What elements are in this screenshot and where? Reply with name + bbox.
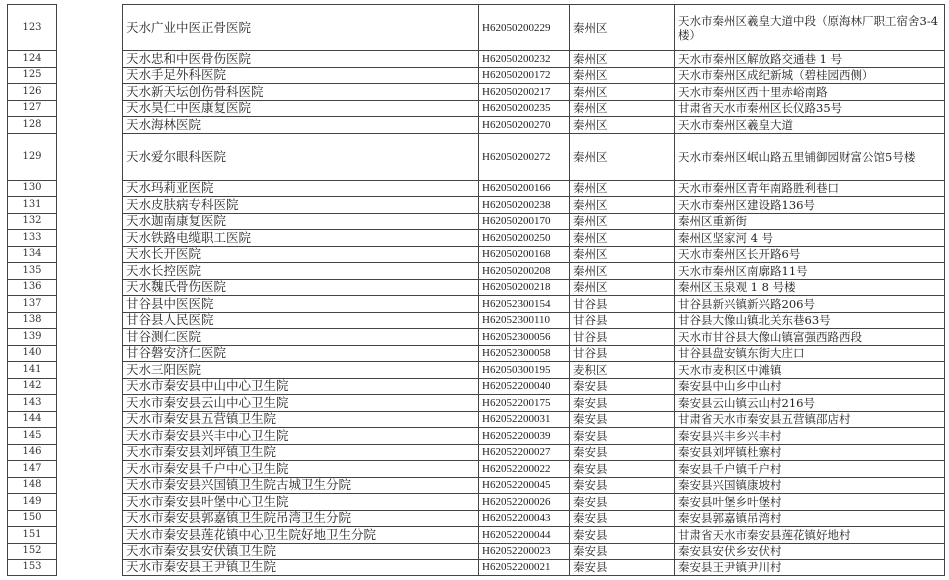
row-number (7, 213, 57, 230)
row-number-cell: 123 (22, 21, 42, 33)
row-number (7, 246, 57, 263)
row-number-cell: 124 (22, 52, 42, 64)
table-row (122, 133, 945, 180)
row-number-cell: 131 (22, 198, 42, 210)
license-code-cell: H62052200027 (479, 445, 570, 461)
address-cell: 秦州区玉泉观 1 8 号楼 (678, 280, 796, 295)
table-row (122, 526, 945, 543)
row-number (7, 196, 57, 213)
hospital-name-cell: 天水市秦安县刘坪镇卫生院 (123, 445, 479, 461)
table-row (122, 460, 945, 477)
row-number (7, 460, 57, 477)
address-cell: 秦安县安伏乡安伏村 (678, 544, 782, 559)
hospital-name-cell: 天水广业中医正骨医院 (123, 5, 479, 50)
hospital-name-cell: 天水市秦安县兴国镇卫生院古城卫生分院 (123, 478, 479, 494)
district-cell: 甘谷县 (570, 329, 675, 345)
row-number-cell: 129 (22, 150, 42, 162)
hospital-name-cell: 天水长控医院 (123, 263, 479, 279)
license-code-cell: H62052300056 (479, 329, 570, 345)
hospital-name-cell: 天水新天坛创伤骨科医院 (123, 84, 479, 100)
row-number-cell: 140 (22, 347, 42, 359)
table-row (122, 196, 945, 213)
address-cell: 秦安县兴国镇康坡村 (678, 478, 782, 493)
row-number (7, 67, 57, 84)
hospital-name-cell: 天水市秦安县中山中心卫生院 (123, 379, 479, 395)
address-cell: 秦安县叶堡乡叶堡村 (678, 494, 782, 509)
table-row (122, 328, 945, 345)
hospital-name-cell: 天水魏氏骨伤医院 (123, 280, 479, 296)
license-code-cell: H62052200175 (479, 395, 570, 411)
hospital-name-cell: 天水市秦安县兴丰中心卫生院 (123, 428, 479, 444)
row-number (7, 345, 57, 362)
hospital-name-cell: 天水市秦安县千户中心卫生院 (123, 461, 479, 477)
row-number-cell: 138 (22, 314, 42, 326)
row-number (7, 493, 57, 510)
table-row (122, 312, 945, 329)
table-row (122, 394, 945, 411)
district-cell: 秦安县 (570, 428, 675, 444)
license-code-cell: H62052300154 (479, 296, 570, 312)
table-row (122, 100, 945, 117)
row-number-column (7, 4, 57, 576)
address-cell: 秦安县郭嘉镇吊湾村 (678, 511, 782, 526)
license-code-cell: H62050200272 (479, 134, 570, 180)
table-row (122, 444, 945, 461)
license-code-cell: H62050200170 (479, 214, 570, 230)
license-code-cell: H62050200238 (479, 197, 570, 213)
hospital-name-cell: 天水忠和中医骨伤医院 (123, 51, 479, 67)
district-cell: 秦州区 (570, 68, 675, 84)
district-cell: 秦安县 (570, 412, 675, 428)
table-row (122, 411, 945, 428)
table-row (122, 50, 945, 67)
hospital-name-cell: 天水爱尔眼科医院 (123, 134, 479, 180)
row-number (7, 444, 57, 461)
address-cell: 天水市甘谷县大像山镇富强西路西段 (678, 329, 862, 344)
row-number-cell: 152 (22, 545, 42, 557)
hospital-name-cell: 天水市秦安县五营镇卫生院 (123, 412, 479, 428)
district-cell: 秦安县 (570, 445, 675, 461)
address-cell: 天水市麦积区中滩镇 (678, 362, 782, 377)
address-cell: 秦州区坚家河 4 号 (678, 230, 774, 245)
hospital-name-cell: 天水市秦安县莲花镇中心卫生院好地卫生分院 (123, 527, 479, 543)
row-number-cell: 135 (22, 264, 42, 276)
address-cell: 天水市秦州区南廓路11号 (678, 263, 808, 278)
row-number-cell: 126 (22, 85, 42, 97)
row-number-cell: 133 (22, 231, 42, 243)
row-number-cell: 148 (22, 479, 42, 491)
address-cell: 甘肃省天水市秦安县莲花镇好地村 (678, 527, 851, 542)
address-cell: 秦安县王尹镇尹川村 (678, 560, 782, 575)
row-number (7, 133, 57, 180)
row-number-cell: 146 (22, 446, 42, 458)
table-row (122, 543, 945, 560)
license-code-cell: H62050200229 (479, 5, 570, 50)
row-number (7, 378, 57, 395)
license-code-cell: H62050300195 (479, 362, 570, 378)
license-code-cell: H62052200031 (479, 412, 570, 428)
row-number-cell: 134 (22, 248, 42, 260)
row-number (7, 180, 57, 197)
district-cell: 秦安县 (570, 494, 675, 510)
district-cell: 秦安县 (570, 478, 675, 494)
row-number-cell: 130 (22, 182, 42, 194)
row-number (7, 510, 57, 527)
hospital-name-cell: 天水玛莉亚医院 (123, 181, 479, 197)
row-number-cell: 145 (22, 429, 42, 441)
address-cell: 天水市秦州区岷山路五里铺御园财富公馆5号楼 (678, 149, 916, 164)
district-cell: 秦安县 (570, 560, 675, 575)
hospital-table (122, 4, 945, 576)
hospital-name-cell: 天水昊仁中医康复医院 (123, 101, 479, 117)
license-code-cell: H62052200021 (479, 560, 570, 575)
row-number (7, 526, 57, 543)
row-number (7, 328, 57, 345)
license-code-cell: H62052200044 (479, 527, 570, 543)
table-row (122, 67, 945, 84)
license-code-cell: H62050200208 (479, 263, 570, 279)
district-cell: 秦州区 (570, 101, 675, 117)
table-row (122, 229, 945, 246)
license-code-cell: H62050200218 (479, 280, 570, 296)
hospital-name-cell: 天水市秦安县王尹镇卫生院 (123, 560, 479, 575)
table-row (122, 493, 945, 510)
address-cell: 天水市秦州区长开路6号 (678, 247, 801, 262)
license-code-cell: H62052200022 (479, 461, 570, 477)
table-row (122, 180, 945, 197)
district-cell: 秦州区 (570, 197, 675, 213)
hospital-name-cell: 甘谷测仁医院 (123, 329, 479, 345)
row-number (7, 229, 57, 246)
district-cell: 秦州区 (570, 214, 675, 230)
district-cell: 秦州区 (570, 117, 675, 133)
license-code-cell: H62050200168 (479, 247, 570, 263)
table-row (122, 378, 945, 395)
hospital-name-cell: 天水长开医院 (123, 247, 479, 263)
table-row (122, 83, 945, 100)
table-row (122, 559, 945, 576)
row-number-cell: 137 (22, 297, 42, 309)
row-number (7, 83, 57, 100)
district-cell: 秦安县 (570, 461, 675, 477)
row-number (7, 411, 57, 428)
license-code-cell: H62050200172 (479, 68, 570, 84)
row-number (7, 116, 57, 133)
district-cell: 秦州区 (570, 51, 675, 67)
address-cell: 甘谷县新兴镇新兴路206号 (678, 296, 815, 311)
license-code-cell: H62050200270 (479, 117, 570, 133)
hospital-name-cell: 天水海林医院 (123, 117, 479, 133)
row-number-cell: 153 (22, 561, 42, 573)
license-code-cell: H62052200045 (479, 478, 570, 494)
row-number-cell: 150 (22, 512, 42, 524)
district-cell: 麦积区 (570, 362, 675, 378)
hospital-name-cell: 天水手足外科医院 (123, 68, 479, 84)
row-number-cell: 132 (22, 215, 42, 227)
hospital-name-cell: 甘谷县人民医院 (123, 313, 479, 329)
license-code-cell: H62052200040 (479, 379, 570, 395)
hospital-name-cell: 天水市秦安县安伏镇卫生院 (123, 544, 479, 560)
table-row (122, 279, 945, 296)
district-cell: 秦安县 (570, 544, 675, 560)
table-row (122, 246, 945, 263)
row-number (7, 559, 57, 576)
district-cell: 秦州区 (570, 230, 675, 246)
table-row (122, 345, 945, 362)
row-number-cell: 139 (22, 330, 42, 342)
row-number (7, 262, 57, 279)
license-code-cell: H62052300058 (479, 346, 570, 362)
license-code-cell: H62050200166 (479, 181, 570, 197)
address-cell: 秦安县中山乡中山村 (678, 379, 782, 394)
hospital-name-cell: 天水迦南康复医院 (123, 214, 479, 230)
table-row (122, 4, 945, 50)
address-cell: 天水市秦州区青年南路胜利巷口 (678, 181, 839, 196)
row-number-cell: 128 (22, 118, 42, 130)
district-cell: 秦州区 (570, 134, 675, 180)
address-cell: 秦安县刘坪镇杜寨村 (678, 445, 782, 460)
license-code-cell: H62050200250 (479, 230, 570, 246)
license-code-cell: H62052200023 (479, 544, 570, 560)
address-cell: 天水市秦州区解放路交通巷 1 号 (678, 51, 843, 66)
hospital-name-cell: 天水市秦安县云山中心卫生院 (123, 395, 479, 411)
hospital-name-cell: 甘谷县中医医院 (123, 296, 479, 312)
row-number-cell: 143 (22, 396, 42, 408)
table-row (122, 213, 945, 230)
row-number (7, 279, 57, 296)
address-cell: 天水市秦州区羲皇大道中段（原海林厂职工宿舍3-4楼） (678, 13, 939, 42)
address-cell: 秦安县千户镇千户村 (678, 461, 782, 476)
row-number-cell: 127 (22, 102, 42, 114)
hospital-name-cell: 天水三阳医院 (123, 362, 479, 378)
address-cell: 天水市秦州区成纪新城（碧桂园西侧） (678, 68, 874, 83)
row-number (7, 427, 57, 444)
district-cell: 秦安县 (570, 395, 675, 411)
row-number (7, 477, 57, 494)
table-row (122, 361, 945, 378)
address-cell: 甘肃省天水市秦安县五营镇邵店村 (678, 412, 851, 427)
row-number-cell: 144 (22, 413, 42, 425)
license-code-cell: H62050200235 (479, 101, 570, 117)
table-row (122, 427, 945, 444)
district-cell: 秦州区 (570, 5, 675, 50)
district-cell: 秦安县 (570, 527, 675, 543)
row-number (7, 4, 57, 50)
license-code-cell: H62052300110 (479, 313, 570, 329)
table-row (122, 477, 945, 494)
district-cell: 秦州区 (570, 280, 675, 296)
address-cell: 秦安县兴丰乡兴丰村 (678, 428, 782, 443)
hospital-name-cell: 天水市秦安县叶堡中心卫生院 (123, 494, 479, 510)
row-number-cell: 147 (22, 462, 42, 474)
address-cell: 天水市秦州区羲皇大道 (678, 117, 793, 132)
table-row (122, 510, 945, 527)
license-code-cell: H62052200026 (479, 494, 570, 510)
row-number (7, 100, 57, 117)
row-number-cell: 141 (22, 363, 42, 375)
address-cell: 秦州区重新街 (678, 214, 747, 229)
row-number (7, 295, 57, 312)
district-cell: 甘谷县 (570, 346, 675, 362)
table-row (122, 262, 945, 279)
district-cell: 甘谷县 (570, 296, 675, 312)
license-code-cell: H62050200232 (479, 51, 570, 67)
hospital-name-cell: 天水铁路电缆职工医院 (123, 230, 479, 246)
district-cell: 秦州区 (570, 84, 675, 100)
table-row (122, 295, 945, 312)
row-number-cell: 136 (22, 281, 42, 293)
row-number-cell: 151 (22, 528, 42, 540)
license-code-cell: H62052200043 (479, 511, 570, 527)
row-number-cell: 142 (22, 380, 42, 392)
row-number (7, 361, 57, 378)
row-number-cell: 125 (22, 69, 42, 81)
address-cell: 甘肃省天水市秦州区长仪路35号 (678, 101, 843, 116)
row-number (7, 394, 57, 411)
district-cell: 秦州区 (570, 181, 675, 197)
district-cell: 甘谷县 (570, 313, 675, 329)
address-cell: 甘谷县盘安镇东街大庄口 (678, 346, 805, 361)
row-number (7, 543, 57, 560)
hospital-name-cell: 天水皮肤病专科医院 (123, 197, 479, 213)
hospital-name-cell: 甘谷磐安济仁医院 (123, 346, 479, 362)
address-cell: 天水市秦州区建设路136号 (678, 197, 815, 212)
district-cell: 秦州区 (570, 247, 675, 263)
district-cell: 秦安县 (570, 379, 675, 395)
license-code-cell: H62052200039 (479, 428, 570, 444)
hospital-name-cell: 天水市秦安县郭嘉镇卫生院吊湾卫生分院 (123, 511, 479, 527)
district-cell: 秦州区 (570, 263, 675, 279)
row-number (7, 50, 57, 67)
district-cell: 秦安县 (570, 511, 675, 527)
row-number-cell: 149 (22, 495, 42, 507)
address-cell: 甘谷县大像山镇北关东巷63号 (678, 313, 831, 328)
address-cell: 天水市秦州区西十里赤峪南路 (678, 84, 828, 99)
row-number (7, 312, 57, 329)
address-cell: 秦安县云山镇云山村216号 (678, 395, 815, 410)
license-code-cell: H62050200217 (479, 84, 570, 100)
table-row (122, 116, 945, 133)
